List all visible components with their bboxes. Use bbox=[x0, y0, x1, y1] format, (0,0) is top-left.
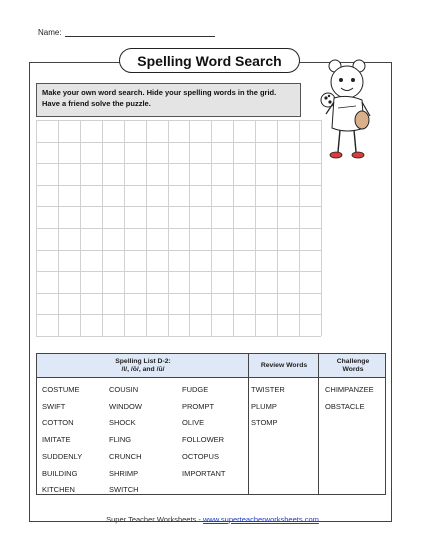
list-item: CRUNCH bbox=[109, 451, 142, 461]
spelling-column-2 bbox=[109, 382, 142, 499]
word-search-grid[interactable] bbox=[36, 120, 321, 336]
grid-line-horizontal bbox=[36, 120, 321, 121]
list-item: TWISTER bbox=[251, 385, 285, 394]
grid-line-horizontal bbox=[36, 185, 321, 186]
list-item: OCTOPUS bbox=[182, 451, 219, 461]
list-item: SHOCK bbox=[109, 418, 136, 428]
word-table-header bbox=[37, 354, 385, 378]
list-item: IMPORTANT bbox=[182, 468, 226, 478]
list-item: PLUMP bbox=[251, 401, 277, 411]
mascot-illustration bbox=[318, 56, 376, 166]
footer-prefix: Super Teacher Worksheets - bbox=[106, 515, 203, 524]
list-item: OBSTACLE bbox=[325, 401, 365, 411]
grid-line-horizontal bbox=[36, 293, 321, 294]
header-spelling-list-line1: Spelling List D-2: bbox=[115, 357, 171, 365]
list-item: FLING bbox=[109, 435, 132, 445]
list-item: COSTUME bbox=[42, 385, 80, 394]
worksheet-title bbox=[119, 48, 300, 73]
review-words-column bbox=[251, 382, 285, 432]
list-item: COTTON bbox=[42, 418, 74, 428]
grid-line-vertical bbox=[321, 120, 322, 336]
list-item: SWIFT bbox=[42, 401, 66, 411]
grid-line-horizontal bbox=[36, 142, 321, 143]
list-item: KITCHEN bbox=[42, 485, 75, 495]
spelling-column-3 bbox=[182, 382, 225, 482]
list-item: BUILDING bbox=[42, 468, 78, 478]
grid-line-horizontal bbox=[36, 314, 321, 315]
header-challenge-line2: Words bbox=[342, 366, 364, 373]
list-item: STOMP bbox=[251, 418, 278, 428]
header-challenge-words bbox=[319, 354, 387, 378]
header-challenge-line1: Challenge bbox=[336, 357, 370, 365]
list-item: FUDGE bbox=[182, 385, 209, 394]
list-item: CHIMPANZEE bbox=[325, 385, 374, 394]
column-divider bbox=[318, 354, 319, 494]
name-label: Name: bbox=[38, 28, 62, 37]
spelling-column-1 bbox=[42, 382, 82, 499]
grid-line-horizontal bbox=[36, 250, 321, 251]
spelling-word-table bbox=[36, 353, 386, 495]
list-item: FOLLOWER bbox=[182, 435, 225, 445]
list-item: IMITATE bbox=[42, 435, 71, 445]
list-item: PROMPT bbox=[182, 401, 215, 411]
footer bbox=[0, 515, 425, 524]
grid-line-horizontal bbox=[36, 271, 321, 272]
grid-line-horizontal bbox=[36, 206, 321, 207]
footer-link[interactable]: www.superteacherworksheets.com bbox=[202, 515, 319, 524]
header-review-words bbox=[249, 354, 319, 378]
list-item: SWITCH bbox=[109, 485, 139, 495]
challenge-words-column bbox=[325, 382, 374, 415]
list-item: SHRIMP bbox=[109, 468, 139, 478]
header-spelling-list bbox=[37, 354, 249, 378]
instructions-box: Make your own word search. Hide your spelling words in the grid. Have a friend solve the puzzle. bbox=[36, 83, 301, 117]
header-review-words-text: Review Words bbox=[260, 361, 308, 369]
list-item: SUDDENLY bbox=[42, 451, 83, 461]
column-divider bbox=[248, 354, 249, 494]
header-spelling-list-line2: /l/, /ō/, and /ū/ bbox=[121, 366, 165, 373]
name-line[interactable] bbox=[65, 29, 215, 37]
list-item: WINDOW bbox=[109, 401, 142, 411]
grid-line-horizontal bbox=[36, 163, 321, 164]
grid-line-horizontal bbox=[36, 228, 321, 229]
grid-line-horizontal bbox=[36, 336, 321, 337]
list-item: COUSIN bbox=[109, 385, 139, 394]
name-row bbox=[38, 28, 215, 37]
list-item: OLIVE bbox=[182, 418, 205, 428]
title-text: Spelling Word Search bbox=[137, 52, 282, 69]
